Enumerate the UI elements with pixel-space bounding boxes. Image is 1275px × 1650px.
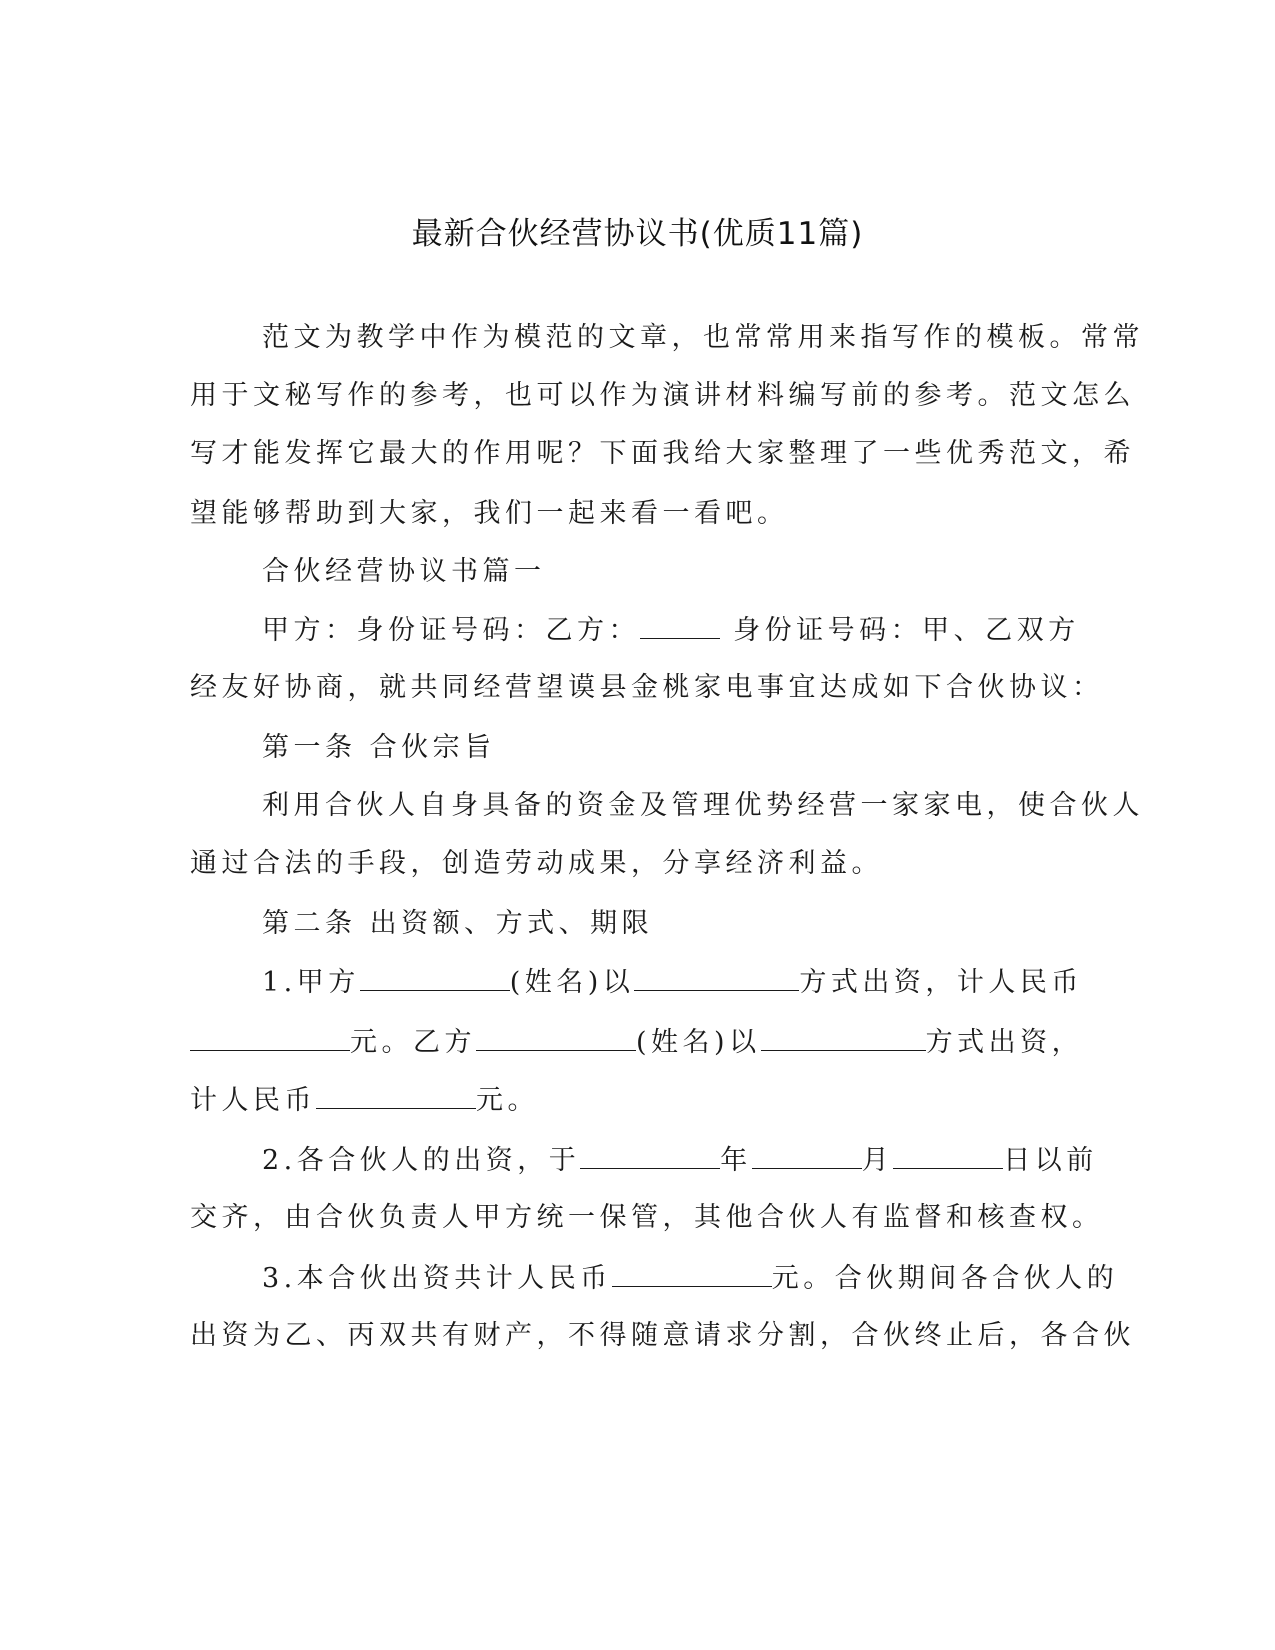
party-b-method-blank	[761, 1022, 926, 1051]
year-blank	[580, 1140, 720, 1169]
parties-line-1	[262, 610, 1080, 650]
intro-line-2: 用于文秘写作的参考，也可以作为演讲材料编写前的参考。范文怎么	[190, 380, 1135, 411]
clause3-line-2: 出资为乙、丙双共有财产，不得随意请求分割，合伙终止后，各合伙	[190, 1320, 1135, 1351]
clause1-text-h: 元。	[476, 1085, 539, 1116]
parties-line-2: 经友好协商，就共同经营望谟县金桃家电事宜达成如下合伙协议：	[190, 672, 1104, 703]
intro-line-4: 望能够帮助到大家，我们一起来看一看吧。	[190, 498, 789, 529]
clause1-text-a: 1.甲方	[262, 967, 360, 998]
clause1-text-c: 方式出资，计人民币	[799, 967, 1083, 998]
clause3-text-b: 元。合伙期间各合伙人的	[771, 1263, 1119, 1294]
party-b-text: 身份证号码：甲、乙双方	[733, 615, 1080, 646]
article1-line-2: 通过合法的手段，创造劳动成果，分享经济利益。	[190, 848, 883, 879]
intro-line-3: 写才能发挥它最大的作用呢？下面我给大家整理了一些优秀范文，希	[190, 438, 1135, 469]
party-a-name-blank	[360, 962, 510, 991]
clause1-line-1	[262, 962, 1083, 1002]
clause2-text-b: 年	[720, 1145, 752, 1176]
article1-line-1: 利用合伙人自身具备的资金及管理优势经营一家家电，使合伙人	[262, 790, 1144, 821]
clause2-line-1	[262, 1140, 1098, 1180]
month-blank	[752, 1140, 862, 1169]
clause1-text-f: 方式出资，	[925, 1027, 1084, 1058]
document-title: 最新合伙经营协议书(优质11篇)	[411, 216, 864, 252]
article1-heading: 第一条 合伙宗旨	[262, 732, 496, 763]
section-heading: 合伙经营协议书篇一	[262, 556, 546, 587]
clause1-line-2	[190, 1022, 1083, 1062]
party-b-amount-blank	[316, 1080, 476, 1109]
clause1-text-b: (姓名)以	[509, 967, 635, 998]
intro-line-1: 范文为教学中作为模范的文章，也常常用来指写作的模板。常常	[262, 322, 1144, 353]
party-b-name-blank	[640, 610, 720, 639]
clause2-line-2: 交齐，由合伙负责人甲方统一保管，其他合伙人有监督和核查权。	[190, 1202, 1104, 1233]
clause1-text-e: (姓名)以	[636, 1027, 761, 1058]
day-blank	[893, 1140, 1003, 1169]
total-amount-blank	[612, 1258, 772, 1287]
clause2-text-c: 月	[861, 1145, 894, 1176]
party-b-name-blank-2	[476, 1022, 636, 1051]
clause2-text-a: 2.各合伙人的出资，于	[262, 1145, 581, 1176]
clause2-text-d: 日以前	[1003, 1145, 1098, 1176]
clause1-line-3	[190, 1080, 539, 1120]
party-a-amount-blank	[190, 1022, 350, 1051]
article2-heading: 第二条 出资额、方式、期限	[262, 908, 654, 939]
clause3-text-a: 3.本合伙出资共计人民币	[262, 1263, 612, 1294]
clause3-line-1	[262, 1258, 1118, 1298]
clause1-text-g: 计人民币	[190, 1085, 316, 1116]
party-a-method-blank	[634, 962, 799, 991]
clause1-text-d: 元。乙方	[350, 1027, 476, 1058]
party-a-text: 甲方：身份证号码：乙方：	[262, 615, 640, 646]
